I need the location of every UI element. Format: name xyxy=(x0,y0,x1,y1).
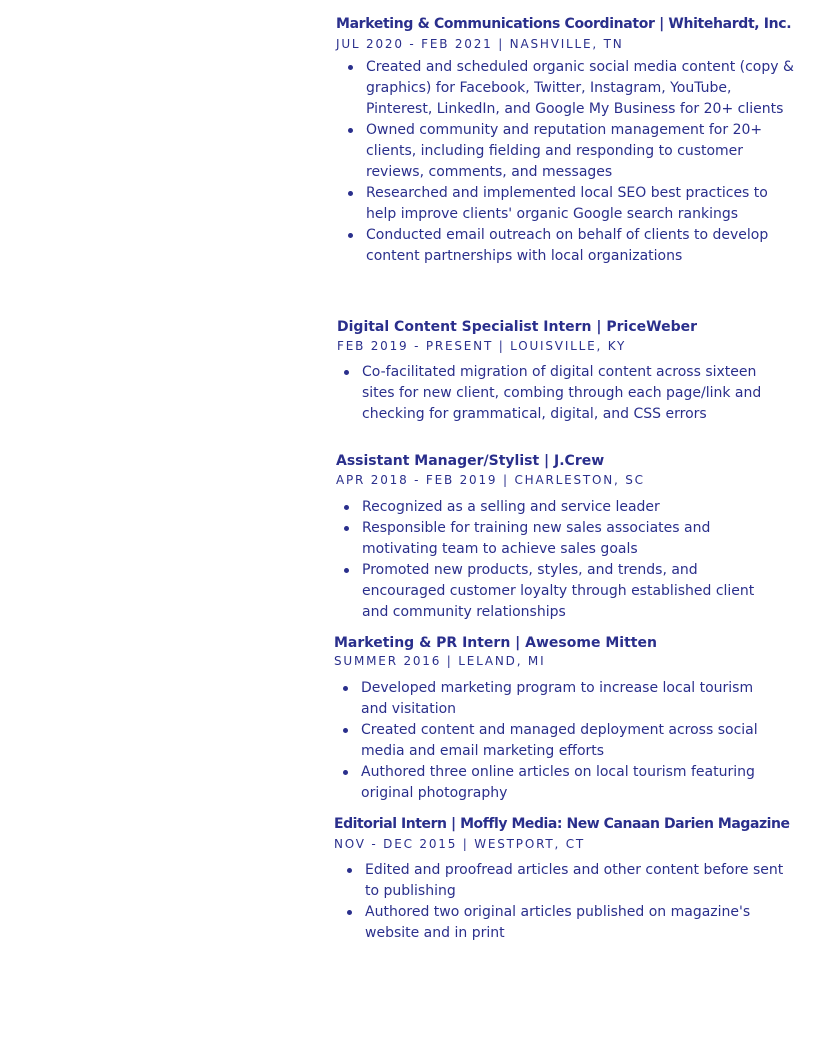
job-entry-awesome-mitten xyxy=(334,633,804,804)
job-title: Marketing & PR Intern | Awesome Mitten xyxy=(334,635,657,651)
bullet-item: Conducted email outreach on behalf of clients to develop content partnerships with local organizations xyxy=(366,225,796,267)
bullet-item: Responsible for training new sales associates and motivating team to achieve sales goals xyxy=(362,518,782,560)
job-entry-priceweber xyxy=(337,317,807,425)
bullet-item: Authored two original articles published on magazine's website and in print xyxy=(365,902,785,944)
job-title: Assistant Manager/Stylist | J.Crew xyxy=(336,453,605,469)
bullet-item: Developed marketing program to increase local tourism and visitation xyxy=(361,678,781,720)
bullet-item: Recognized as a selling and service leader xyxy=(362,497,782,518)
bullet-item: Researched and implemented local SEO best practices to help improve clients' organic Google search rankings xyxy=(366,183,796,225)
job-title: Editorial Intern | Moffly Media: New Canaan Darien Magazine xyxy=(334,816,790,832)
job-title: Digital Content Specialist Intern | PriceWeber xyxy=(337,319,697,335)
bullet-item: Owned community and reputation management for 20+ clients, including fielding and responding to customer reviews, comments, and messages xyxy=(366,120,796,183)
job-bullet-list xyxy=(362,497,782,623)
bullet-item: Co-facilitated migration of digital content across sixteen sites for new client, combing through each page/link and checking for grammatical, digital, and CSS errors xyxy=(362,362,787,425)
job-bullet-list xyxy=(366,57,796,267)
bullet-item: Created and scheduled organic social media content (copy & graphics) for Facebook, Twitter, Instagram, YouTube, Pinterest, LinkedIn, and Google My Business for 20+ clients xyxy=(366,57,796,120)
job-entry-whitehardt xyxy=(336,14,806,267)
bullet-item: Created content and managed deployment across social media and email marketing efforts xyxy=(361,720,781,762)
job-entry-jcrew xyxy=(336,451,806,623)
job-entry-moffly-media xyxy=(334,814,804,944)
job-bullet-list xyxy=(361,678,781,804)
job-dates-location: NOV - DEC 2015 | WESTPORT, CT xyxy=(334,837,586,851)
job-dates-location: SUMMER 2016 | LELAND, MI xyxy=(334,654,546,668)
job-dates-location: FEB 2019 - PRESENT | LOUISVILLE, KY xyxy=(337,339,627,353)
job-dates-location: APR 2018 - FEB 2019 | CHARLESTON, SC xyxy=(336,473,645,487)
job-dates-location: JUL 2020 - FEB 2021 | NASHVILLE, TN xyxy=(336,37,624,51)
bullet-item: Promoted new products, styles, and trends, and encouraged customer loyalty through established client and community relationships xyxy=(362,560,782,623)
bullet-item: Edited and proofread articles and other content before sent to publishing xyxy=(365,860,785,902)
bullet-item: Authored three online articles on local tourism featuring original photography xyxy=(361,762,781,804)
job-bullet-list xyxy=(365,860,785,944)
job-title: Marketing & Communications Coordinator | Whitehardt, Inc. xyxy=(336,16,792,32)
job-bullet-list xyxy=(362,362,787,425)
